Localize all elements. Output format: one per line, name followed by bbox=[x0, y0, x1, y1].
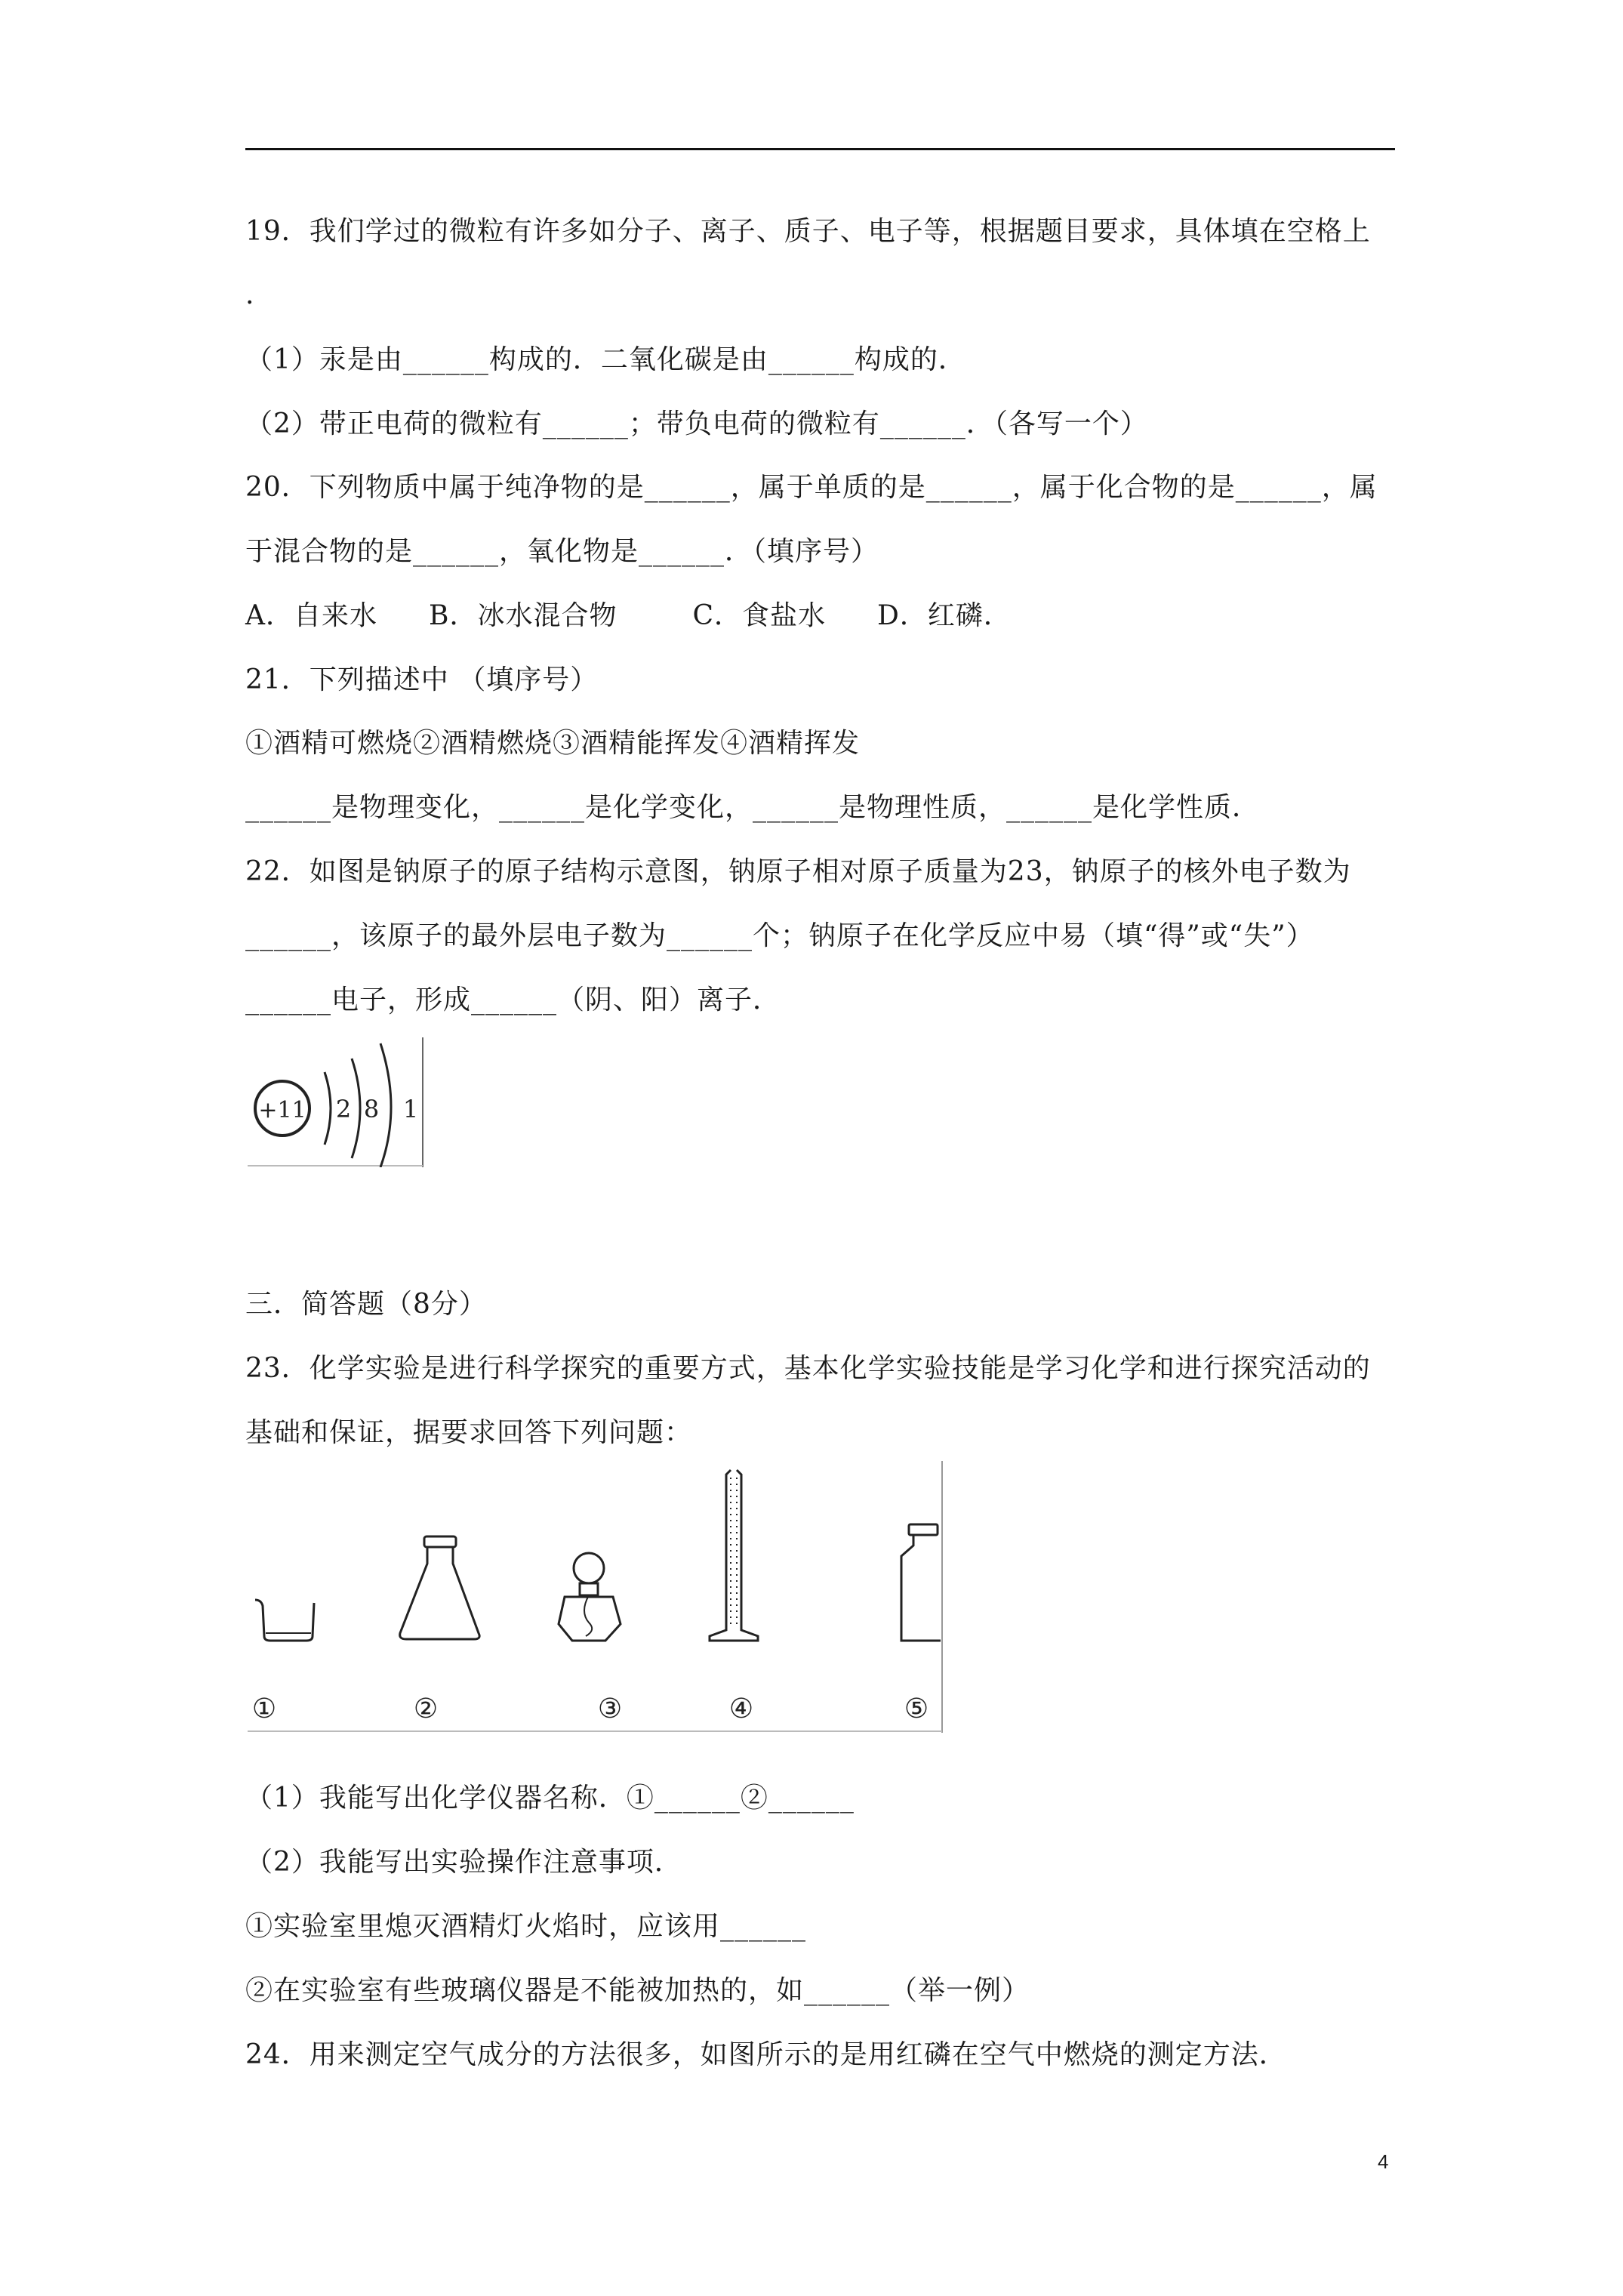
q22-line1: 22．如图是钠原子的原子结构示意图，钠原子相对原子质量为23，钠原子的核外电子数为 bbox=[245, 856, 1351, 887]
apparatus-label-1: ① bbox=[251, 1693, 277, 1724]
q19-line1: 19．我们学过的微粒有许多如分子、离子、质子、电子等，根据题目要求，具体填在空格上 bbox=[245, 216, 1371, 247]
shell-arc-3 bbox=[380, 1043, 391, 1167]
q20-option-d: D．红磷． bbox=[877, 600, 1012, 631]
q20-options bbox=[245, 599, 1063, 633]
q19-sub2: （2）带正电荷的微粒有______；带负电荷的微粒有______．（各写一个） bbox=[245, 408, 1148, 439]
nucleus-charge: +11 bbox=[258, 1097, 306, 1123]
page-number: 4 bbox=[1378, 2150, 1389, 2173]
q20-option-c: C．食盐水 bbox=[692, 600, 827, 631]
q23-sub2: （2）我能写出实验操作注意事项． bbox=[245, 1847, 682, 1878]
q20-option-b: B．冰水混合物 bbox=[429, 600, 617, 631]
alcohol-lamp-icon bbox=[559, 1553, 621, 1641]
header-rule bbox=[245, 148, 1395, 150]
apparatus-label-3: ③ bbox=[597, 1693, 623, 1724]
apparatus-label-5: ⑤ bbox=[904, 1693, 929, 1724]
shell-arc-2 bbox=[352, 1059, 360, 1158]
q24-line1: 24．用来测定空气成分的方法很多，如图所示的是用红磷在空气中燃烧的测定方法． bbox=[245, 2039, 1287, 2070]
q23-line2: 基础和保证，据要求回答下列问题： bbox=[245, 1417, 693, 1448]
q21-line3: ______是物理变化，______是化学变化，______是物理性质，______是化学性质． bbox=[245, 792, 1261, 823]
q23-line1: 23．化学实验是进行科学探究的重要方式，基本化学实验技能是学习化学和进行探究活动的 bbox=[245, 1353, 1371, 1384]
q21-line2: ①酒精可燃烧②酒精燃烧③酒精能挥发④酒精挥发 bbox=[245, 728, 861, 759]
sodium-atom-diagram bbox=[248, 1034, 426, 1167]
q23-sub2a: ①实验室里熄灭酒精灯火焰时，应该用______ bbox=[245, 1911, 807, 1942]
q21-line1: 21．下列描述中 （填序号） bbox=[245, 664, 599, 695]
q20-line2: 于混合物的是______，氧化物是______．（填序号） bbox=[245, 536, 879, 567]
shell-2-count: 8 bbox=[363, 1095, 380, 1123]
shell-3-count: 1 bbox=[402, 1095, 419, 1123]
conical-flask-icon bbox=[400, 1536, 479, 1639]
graduated-cylinder-icon bbox=[710, 1470, 758, 1641]
q20-option-a: A．自来水 bbox=[245, 600, 377, 631]
q20-line1: 20．下列物质中属于纯净物的是______，属于单质的是______，属于化合物的是______，属 bbox=[245, 472, 1378, 503]
q19-line2: . bbox=[245, 279, 255, 310]
apparatus-label-4: ④ bbox=[728, 1693, 754, 1724]
section-3-title: 三．简答题（8分） bbox=[245, 1289, 487, 1320]
shell-1-count: 2 bbox=[335, 1095, 352, 1123]
shell-arc-1 bbox=[325, 1072, 331, 1145]
q22-line2: ______，该原子的最外层电子数为______个；钠原子在化学反应中易（填“得”或“失”） bbox=[245, 920, 1314, 951]
q19-sub1: （1）汞是由______构成的．二氧化碳是由______构成的． bbox=[245, 344, 966, 375]
beaker-icon bbox=[255, 1600, 314, 1641]
q22-line3: ______电子，形成______（阴、阳）离子． bbox=[245, 985, 781, 1015]
reagent-bottle-icon bbox=[901, 1524, 941, 1641]
lab-apparatus-figure bbox=[248, 1461, 945, 1733]
q23-sub2b: ②在实验室有些玻璃仪器是不能被加热的，如______（举一例） bbox=[245, 1975, 1030, 2006]
q23-sub1: （1）我能写出化学仪器名称．①______②______ bbox=[245, 1783, 855, 1814]
apparatus-label-2: ② bbox=[413, 1693, 439, 1724]
